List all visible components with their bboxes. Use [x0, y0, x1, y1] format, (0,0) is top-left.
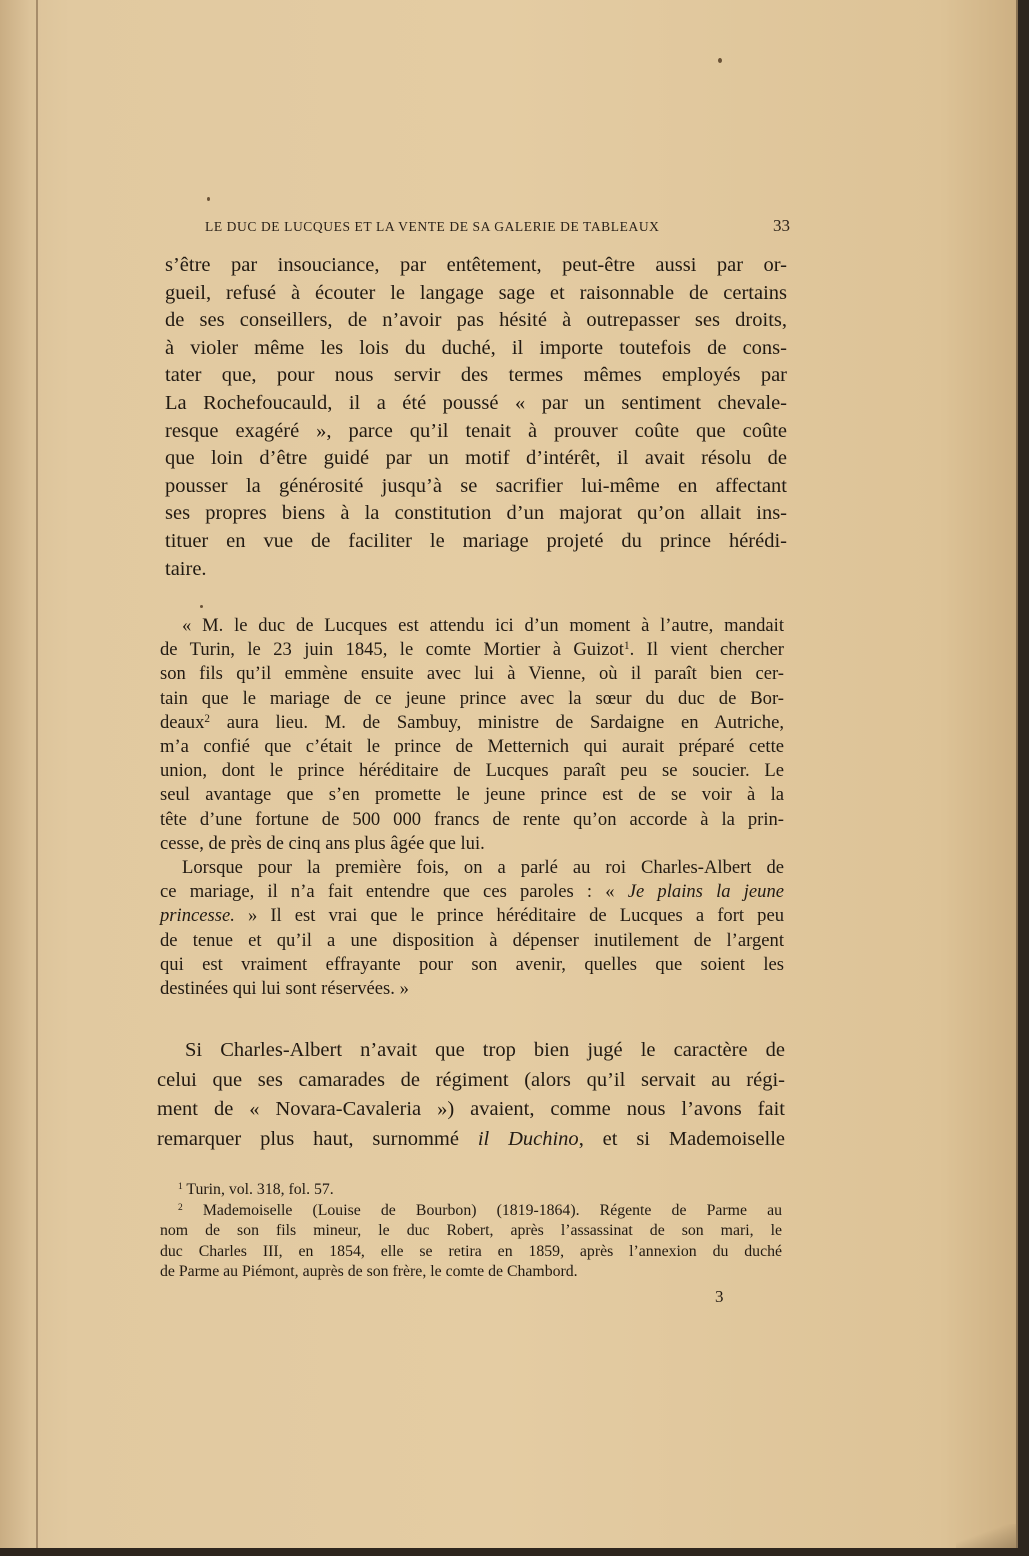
quote-line: tête d’une fortune de 500 000 francs de rente qu’on accorde à la prin-: [160, 808, 784, 830]
footnote-text: Turin, vol. 318, fol. 57.: [186, 1181, 334, 1198]
quote-line: tain que le mariage de ce jeune prince avec la sœur du duc de Bor-: [160, 687, 784, 709]
text-line: à violer même les lois du duché, il importe toutefois de cons-: [165, 336, 787, 359]
quote-line: « M. le duc de Lucques est attendu ici d’un moment à l’autre, mandait: [182, 615, 784, 636]
quote-line: de tenue et qu’il a une disposition à dépenser inutilement de l’argent: [160, 929, 784, 951]
quote-line: union, dont le prince héréditaire de Lucques paraît peu se soucier. Le: [160, 760, 784, 782]
quote-line: qui est vraiment effrayante pour son avenir, quelles que soient les: [160, 953, 784, 975]
text-span: , et si Mademoiselle: [578, 1127, 786, 1150]
text-line: que loin d’être guidé par un motif d’intérêt, il avait résolu de: [165, 447, 787, 470]
paper-speck: [200, 605, 203, 608]
text-line: Si Charles-Albert n’avait que trop bien jugé le caractère de: [185, 1039, 785, 1061]
text-line: La Rochefoucauld, il a été poussé « par un sentiment chevale-: [165, 391, 787, 414]
text-line: s’être par insouciance, par entêtement, peut-être aussi par or-: [165, 254, 787, 276]
quote-line: son fils qu’il emmène ensuite avec lui à Vienne, où il paraît bien cer-: [160, 663, 784, 685]
quote-line: cesse, de près de cinq ans plus âgée que lui.: [160, 832, 485, 854]
paper-speck: [207, 197, 210, 201]
quote-line: destinées qui lui sont réservées. »: [160, 978, 409, 1000]
footnote-ref-2: 2: [204, 712, 210, 725]
quote-line: [160, 904, 784, 928]
quote-text: de Turin, le 23 juin 1845, le comte Mortier à Guizot: [160, 639, 624, 661]
footnote-ref-1: 1: [623, 640, 630, 653]
quote-text: ce mariage, il n’a fait entendre que ces paroles : «: [160, 881, 615, 903]
text-line: celui que ses camarades de régiment (alors qu’il servait au régi-: [157, 1068, 785, 1091]
quote-line: [160, 880, 784, 904]
quote-text: deaux: [160, 711, 205, 733]
paragraph-2: [157, 1036, 785, 1154]
footnote-mark: 1: [178, 1181, 183, 1192]
page-number: 33: [773, 216, 790, 235]
text-line: de ses conseillers, de n’avoir pas hésité à outrepasser ses droits,: [165, 309, 787, 332]
footnote-text: Mademoiselle (Louise de Bourbon) (1819-1864). Régente de Parme au: [202, 1201, 782, 1219]
text-span: remarquer plus haut, surnommé: [157, 1127, 459, 1150]
text-line: ses propres biens à la constitution d’un majorat qu’on allait ins-: [165, 502, 787, 525]
paragraph-1: [165, 252, 787, 583]
quote-line: Lorsque pour la première fois, on a parlé au roi Charles-Albert de: [182, 857, 784, 879]
text-line: ment de « Novara-Cavaleria ») avaient, comme nous l’avons fait: [157, 1098, 785, 1120]
page-gutter: [36, 0, 38, 1548]
footnote-mark: 2: [178, 1202, 183, 1213]
paper-speck: [718, 58, 722, 63]
quote-italic: princesse.: [160, 905, 235, 927]
italic-span: il Duchino: [477, 1127, 579, 1150]
page-corner: [956, 1524, 1016, 1548]
signature-mark: 3: [715, 1287, 724, 1306]
footnote-1: [160, 1180, 782, 1201]
quote-text: » Il est vrai que le prince héréditaire de Lucques a fort peu: [234, 905, 784, 927]
quote-line: [160, 711, 784, 735]
running-head-title: LE DUC DE LUCQUES ET LA VENTE DE SA GALERIE DE TABLEAUX: [205, 219, 660, 234]
quoted-letter: [160, 614, 784, 1001]
quote-text: aura lieu. M. de Sambuy, ministre de Sardaigne en Autriche,: [209, 711, 784, 733]
text-line: resque exagéré », parce qu’il tenait à prouver coûte que coûte: [165, 419, 787, 442]
footnote-line: duc Charles III, en 1854, elle se retira en 1859, après l’annexion du duché: [160, 1242, 782, 1260]
text-line: gueil, refusé à écouter le langage sage et raisonnable de certains: [165, 281, 787, 304]
text-line: tituer en vue de faciliter le mariage projeté du prince hérédi-: [165, 529, 787, 552]
quote-italic: Je plains la jeune: [627, 881, 784, 903]
footnote-line: nom de son fils mineur, le duc Robert, après l’assassinat de son mari, le: [160, 1222, 782, 1240]
running-head: [205, 216, 790, 238]
quote-line: seul avantage que s’en promette le jeune prince est de se voir à la: [160, 784, 784, 806]
footnote-line: de Parme au Piémont, auprès de son frère, le comte de Chambord.: [160, 1263, 578, 1281]
text-line: tater que, pour nous servir des termes mêmes employés par: [165, 364, 787, 387]
text-line: [157, 1125, 785, 1155]
quote-line: [160, 638, 784, 662]
footnotes: [160, 1180, 782, 1283]
text-line: taire.: [165, 557, 207, 580]
quote-text: . Il vient chercher: [629, 639, 784, 661]
text-line: pousser la générosité jusqu’à se sacrifier lui-même en affectant: [165, 474, 787, 497]
quote-line: m’a confié que c’était le prince de Metternich qui aurait préparé cette: [160, 736, 784, 758]
footnote-2: [160, 1201, 782, 1222]
